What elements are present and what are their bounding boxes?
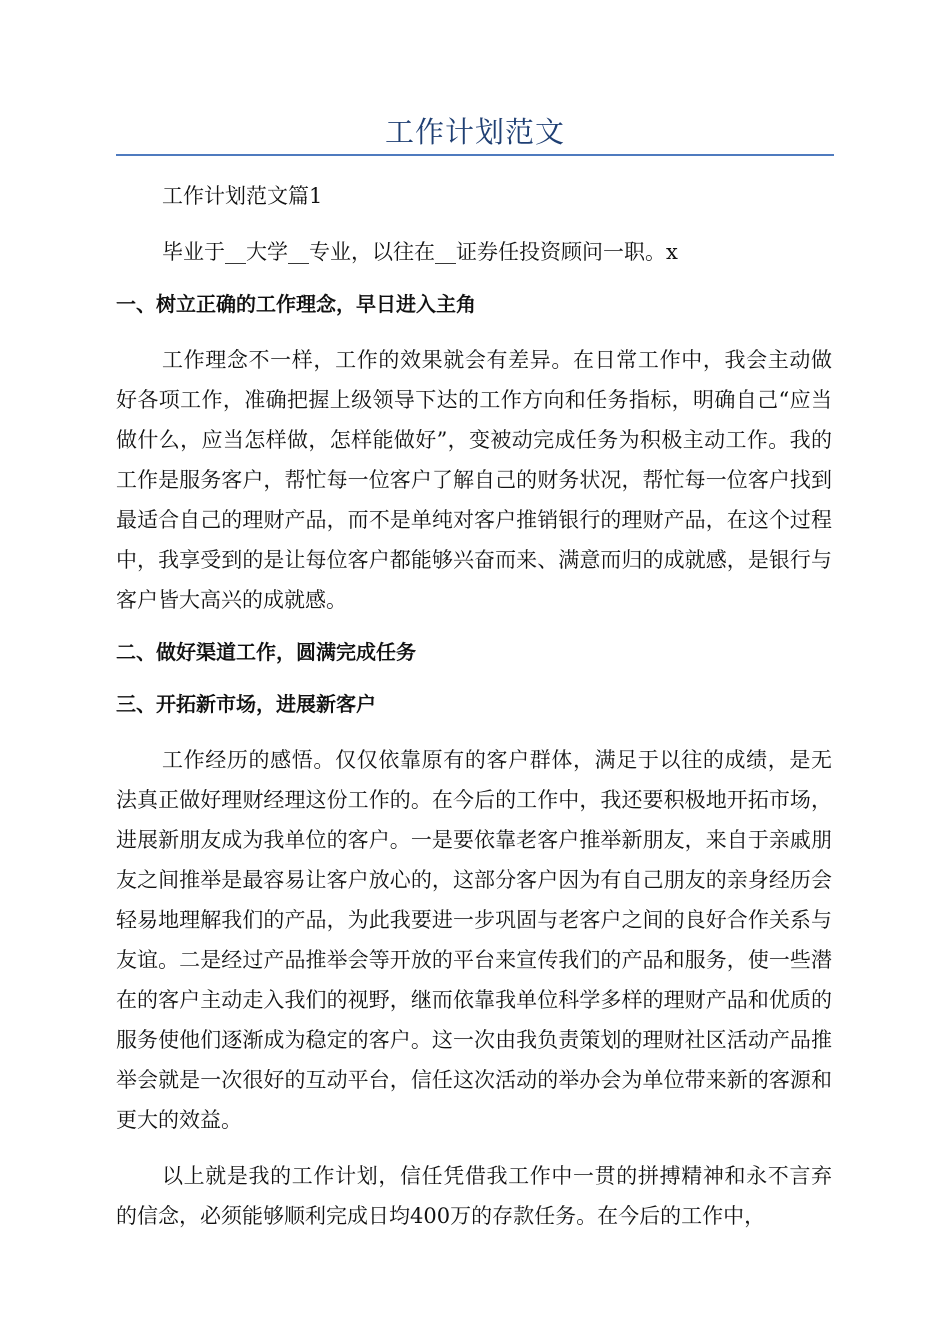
document-subtitle: 工作计划范文篇1 (162, 184, 323, 208)
title-underline (116, 154, 834, 156)
document-body (116, 176, 832, 1236)
section-heading-2: 二、做好渠道工作，圆满完成任务 (116, 640, 416, 664)
closing-paragraph: 以上就是我的工作计划，信任凭借我工作中一贯的拼搏精神和永不言弃的信念，必须能够顺利完成日均400万的存款任务。在今后的工作中， (116, 1164, 832, 1228)
section-paragraph-1: 工作理念不一样，工作的效果就会有差异。在日常工作中，我会主动做好各项工作，准确把握上级领导下达的工作方向和任务指标，明确自己“应当做什么，应当怎样做，怎样能做好”，变被动完成任务为积极主动工作。我的工作是服务客户，帮忙每一位客户了解自己的财务状况，帮忙每一位客户找到最适合自己的理财产品，而不是单纯对客户推销银行的理财产品，在这个过程中，我享受到的是让每位客户都能够兴奋而来、满意而归的成就感，是银行与客户皆大高兴的成就感。 (116, 348, 832, 612)
section-heading-3: 三、开拓新市场，进展新客户 (116, 692, 376, 716)
section-paragraph-3: 工作经历的感悟。仅仅依靠原有的客户群体，满足于以往的成绩，是无法真正做好理财经理这份工作的。在今后的工作中，我还要积极地开拓市场，进展新朋友成为我单位的客户。一是要依靠老客户推举新朋友，来自于亲戚朋友之间推举是最容易让客户放心的，这部分客户因为有自己朋友的亲身经历会轻易地理解我们的产品，为此我要进一步巩固与老客户之间的良好合作关系与友谊。二是经过产品推举会等开放的平台来宣传我们的产品和服务，使一些潜在的客户主动走入我们的视野，继而依靠我单位科学多样的理财产品和优质的服务使他们逐渐成为稳定的客户。这一次由我负责策划的理财社区活动产品推举会就是一次很好的互动平台，信任这次活动的举办会为单位带来新的客源和更大的效益。 (116, 748, 832, 1132)
section-heading-1: 一、树立正确的工作理念，早日进入主角 (116, 292, 476, 316)
intro-paragraph: 毕业于__大学__专业，以往在__证券任投资顾问一职。x (162, 240, 678, 264)
document-title: 工作计划范文 (384, 115, 565, 149)
